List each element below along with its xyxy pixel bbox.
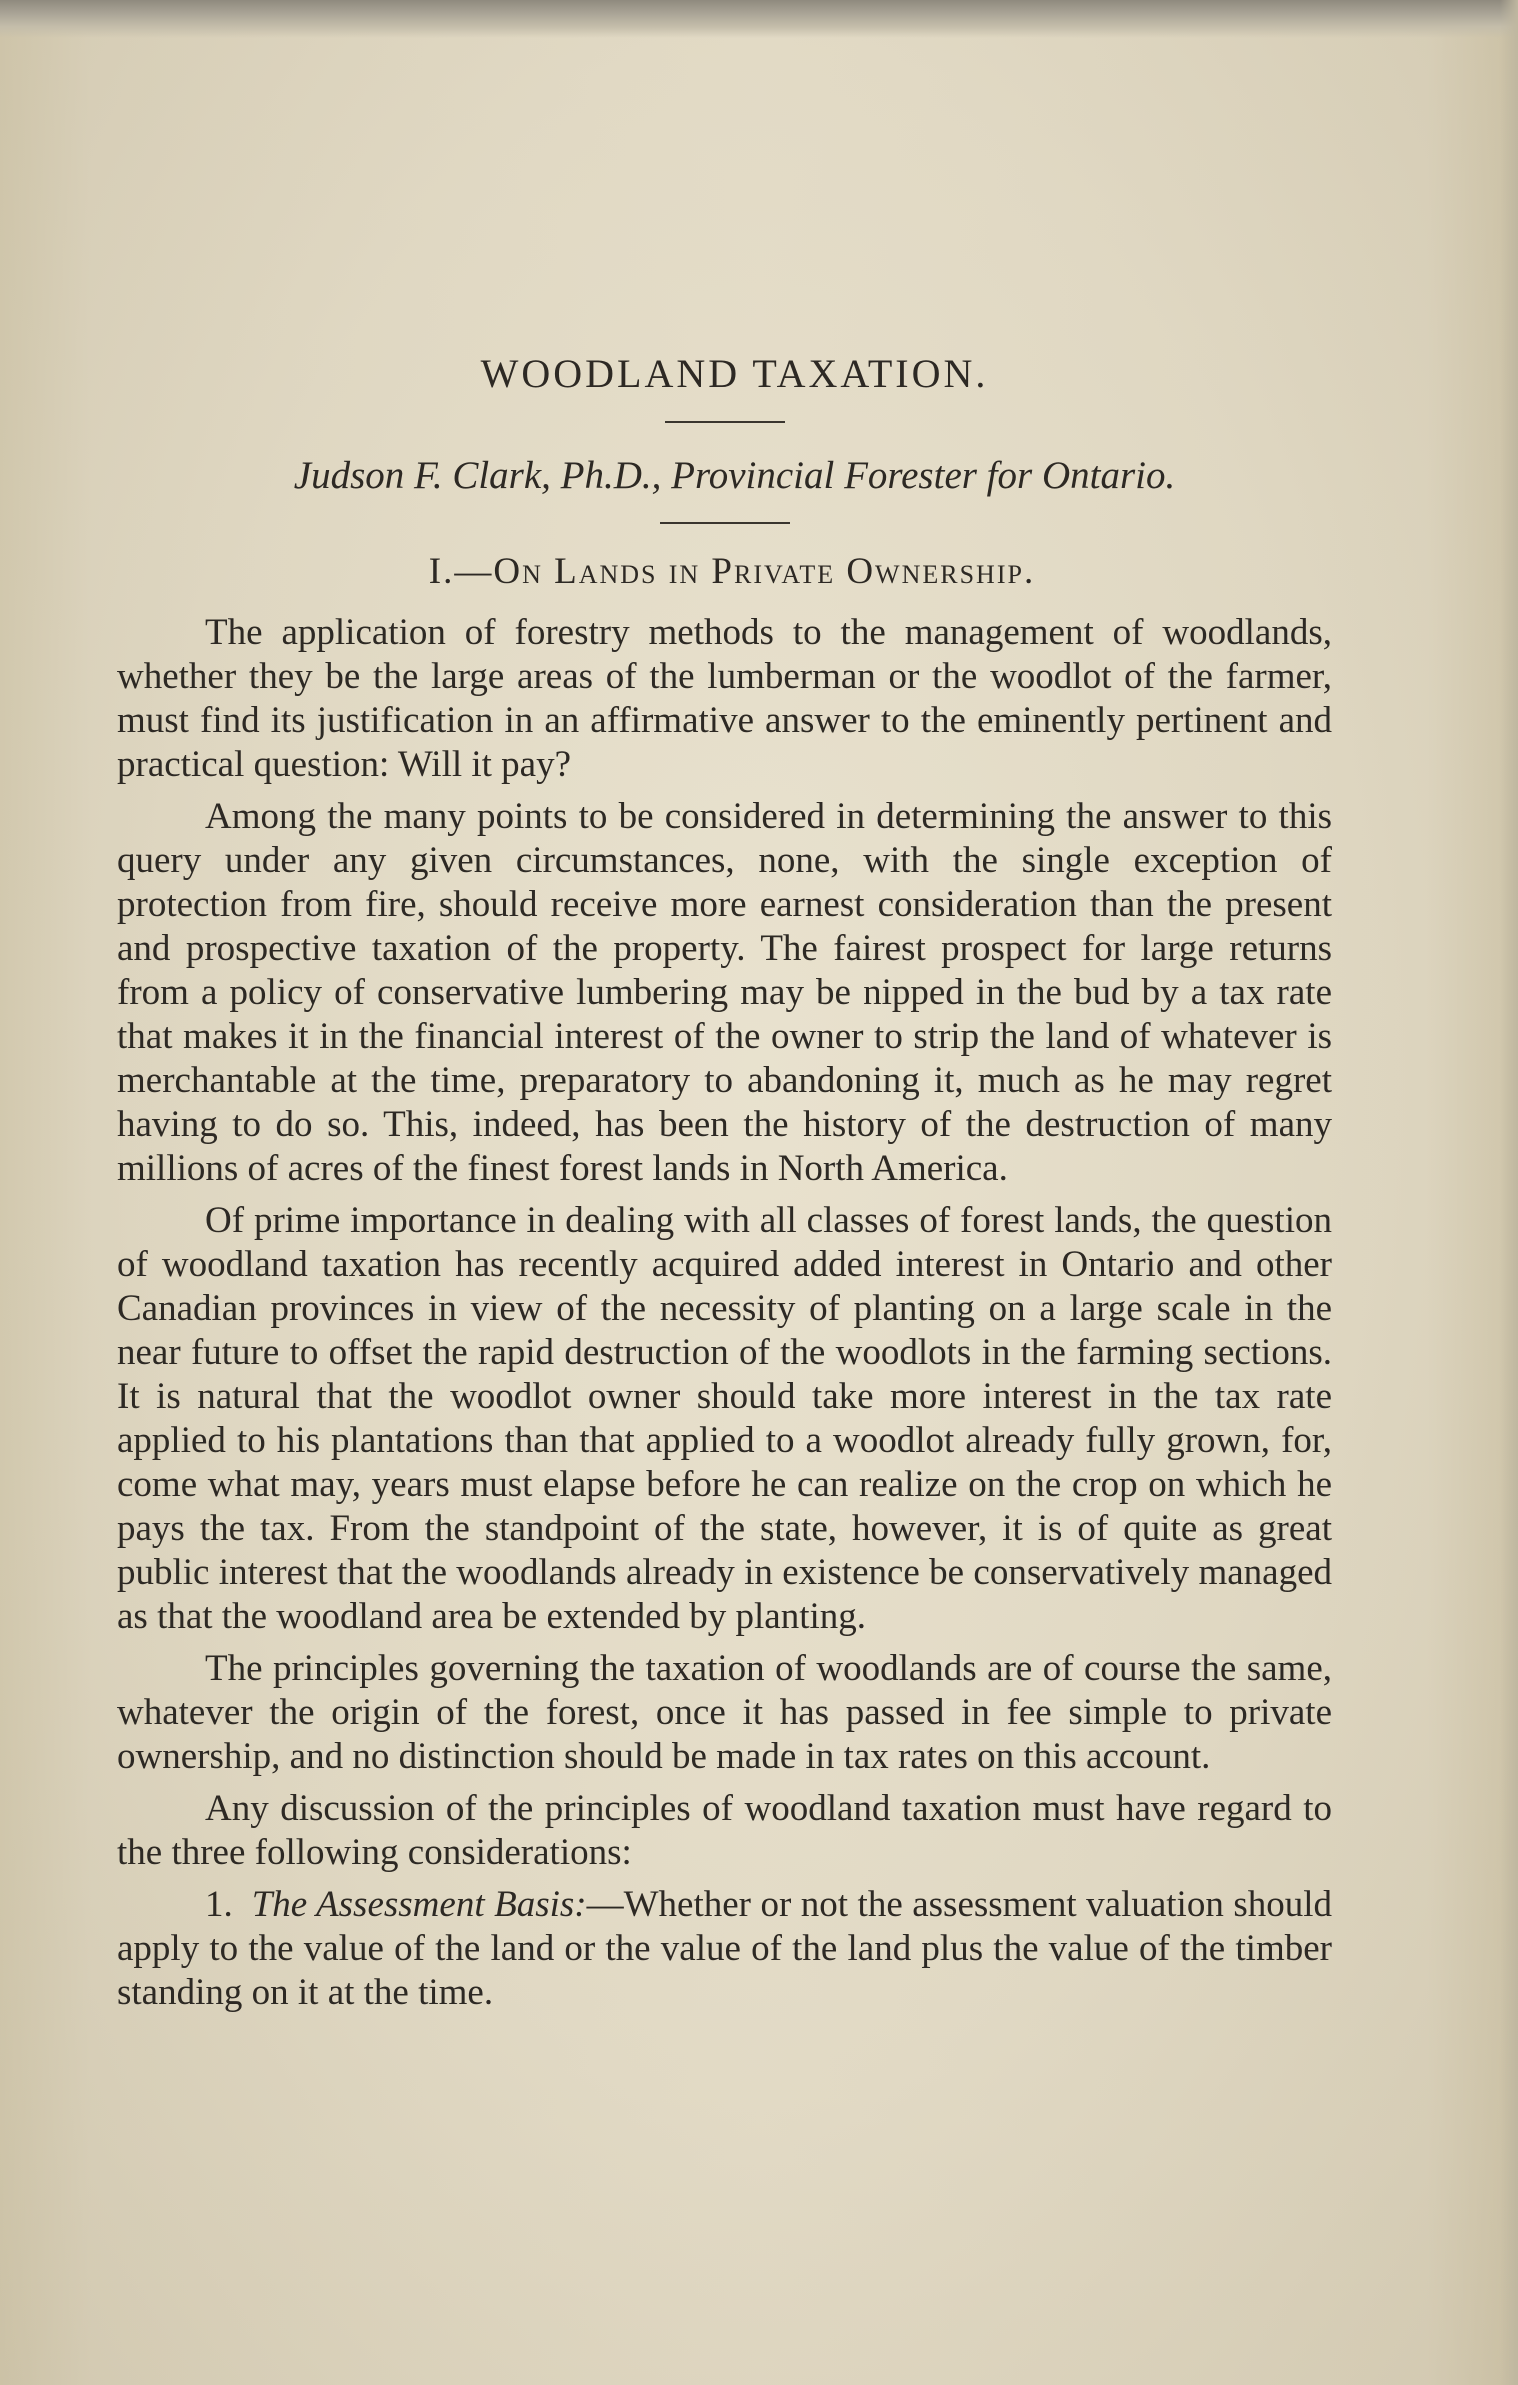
list-item-number: 1. [205, 1884, 233, 1925]
section-heading: I.—On Lands in Private Ownership. [428, 551, 1036, 592]
page-right-edge [1500, 0, 1518, 2385]
list-item-1 [117, 1883, 1332, 2015]
article-author: Judson F. Clark, Ph.D., Provincial Forester for Ontario. [293, 454, 1176, 497]
paragraph-3: Of prime importance in dealing with all classes of forest lands, the question of woodland taxation has recently acquired added interest in Ontario and other Canadian provinces in view of the necessity of planting on a large scale in the near future to offset the rapid destruction of the woodlots in the farming sections. It is natural that the woodlot owner should take more interest in the tax rate applied to his plantations than that applied to a woodlot already fully grown, for, come what may, years must elapse before he can realize on the crop on which he pays the tax. From the standpoint of the state, however, it is of quite as great public interest that the woodlands already in existence be conservatively managed as that the woodland area be extended by planting. [117, 1200, 1332, 1637]
title-divider [665, 421, 785, 423]
author-divider [660, 522, 790, 524]
paragraph-5: Any discussion of the principles of woodland taxation must have regard to the three following considerations: [117, 1788, 1332, 1873]
paragraph-1: The application of forestry methods to the management of woodlands, whether they be the large areas of the lumberman or the woodlot of the farmer, must find its justification in an affirmative answer to the eminently pertinent and practical question: Will it pay? [117, 612, 1332, 785]
list-item-text: —Whether or not the assessment valuation should apply to the value of the land or the value of the land plus the value of the timber standing on it at the time. [117, 1884, 1332, 2013]
paragraph-2: Among the many points to be considered in determining the answer to this query under any given circumstances, none, with the single exception of protection from fire, should receive more earnest consideration than the present and prospective taxation of the property. The fairest prospect for large returns from a policy of conservative lumbering may be nipped in the bud by a tax rate that makes it in the financial interest of the owner to strip the land of whatever is merchantable at the time, preparatory to abandoning it, much as he may regret having to do so. This, indeed, has been the history of the destruction of many millions of acres of the finest forest lands in North America. [117, 796, 1332, 1189]
page-top-edge [0, 0, 1518, 38]
list-item-heading: The Assessment Basis: [251, 1884, 587, 1925]
article-title: WOODLAND TAXATION. [480, 351, 989, 396]
article-body [117, 330, 1332, 2023]
paragraph-4: The principles governing the taxation of woodlands are of course the same, whatever the origin of the forest, once it has passed in fee simple to private ownership, and no distinction should be made in tax rates on this account. [117, 1648, 1332, 1777]
